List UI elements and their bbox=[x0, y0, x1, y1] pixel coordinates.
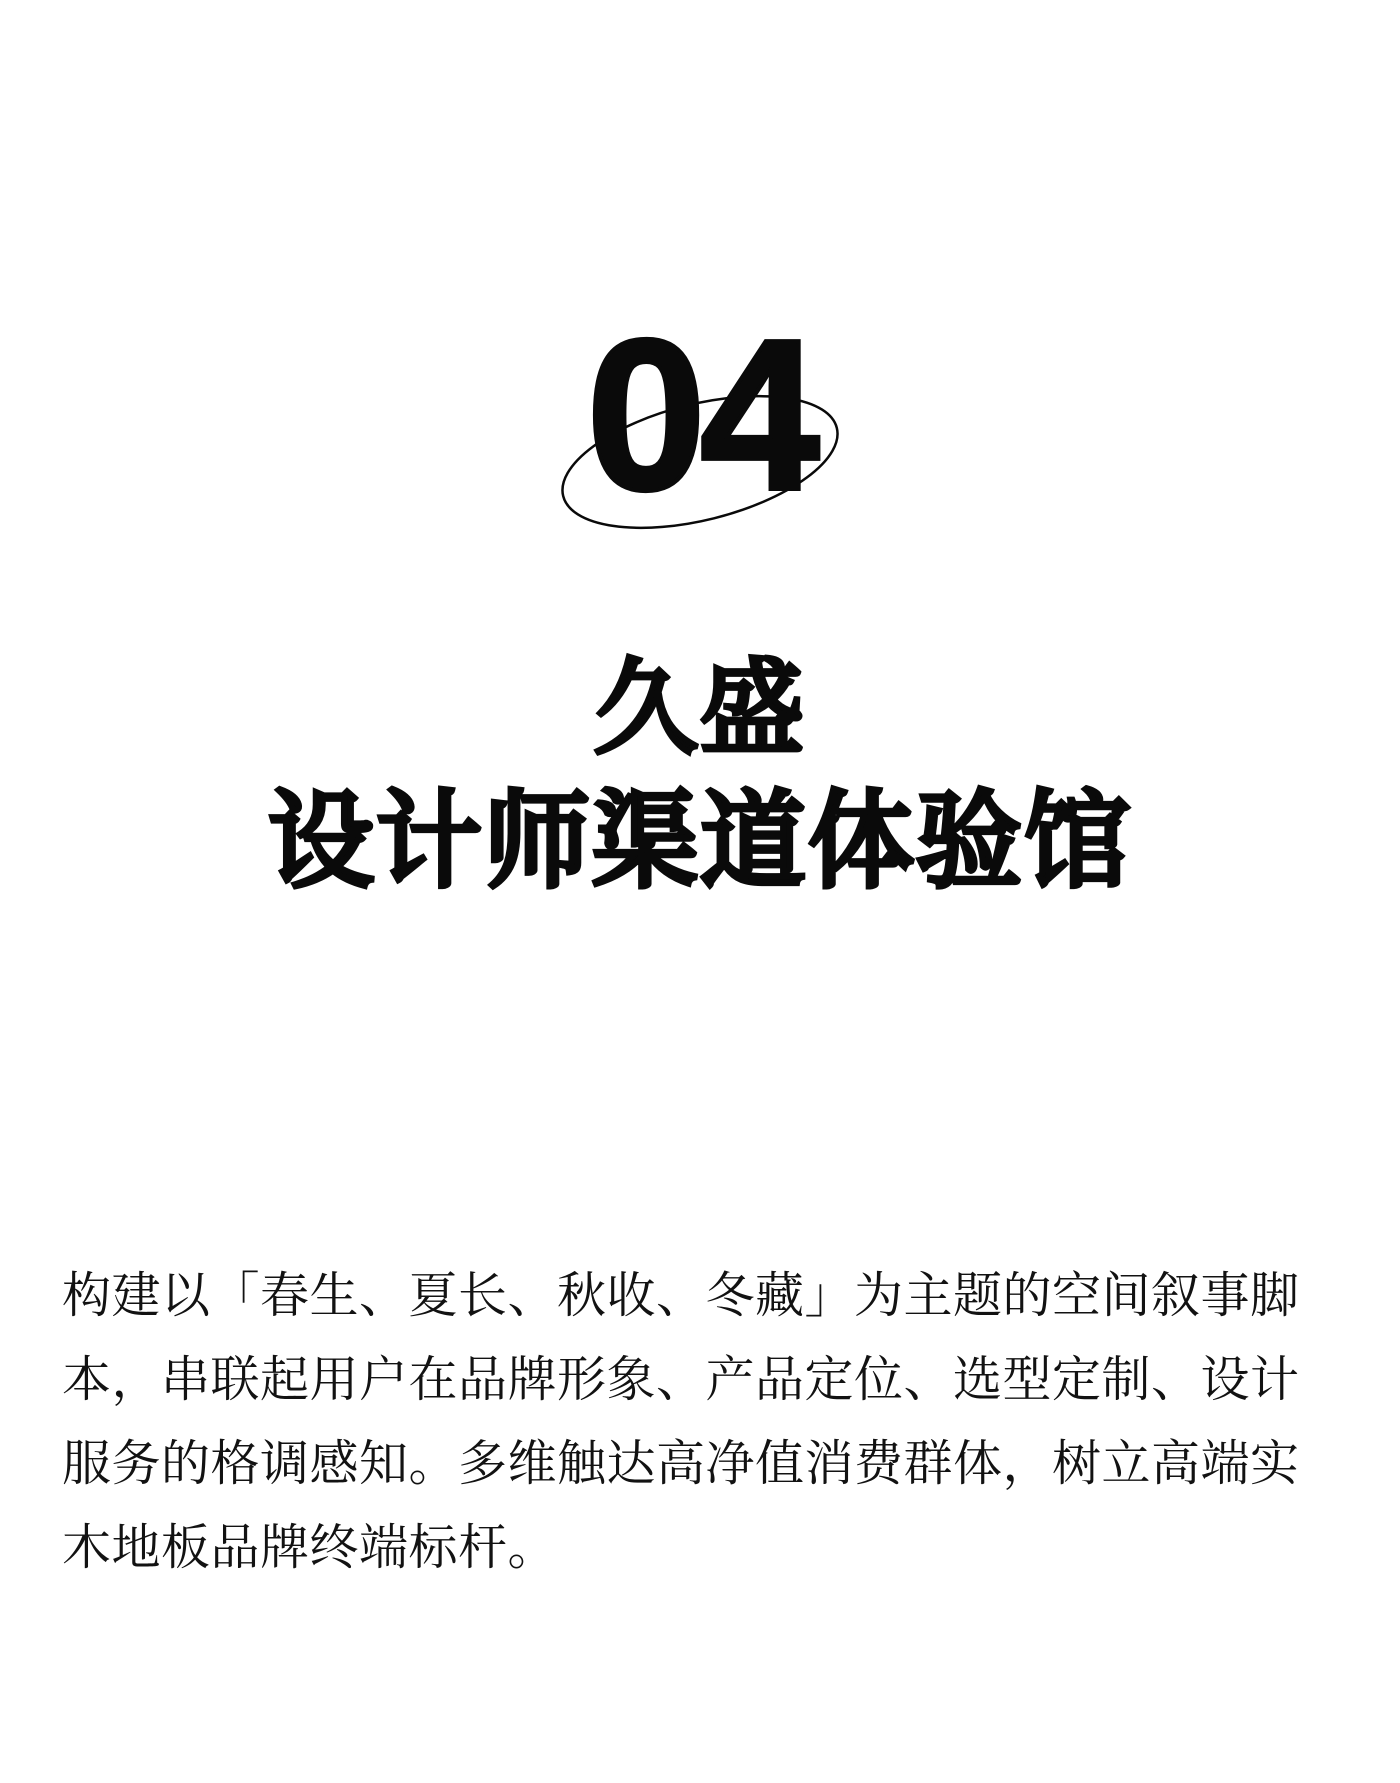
brand-title: 久盛 bbox=[593, 651, 806, 767]
body-paragraph: 构建以「春生、夏长、秋收、冬藏」为主题的空间叙事脚本，串联起用户在品牌形象、产品定位、选型定制、设计服务的格调感知。多维触达高净值消费群体，树立高端实木地板品牌终端标杆。 bbox=[62, 1269, 1300, 1575]
page-title: 设计师渠道体验馆 bbox=[268, 783, 1132, 901]
title-group bbox=[0, 650, 1400, 904]
section-number-block bbox=[0, 294, 1400, 590]
body-block bbox=[62, 1205, 1347, 1639]
section-number: 04 bbox=[586, 294, 814, 535]
